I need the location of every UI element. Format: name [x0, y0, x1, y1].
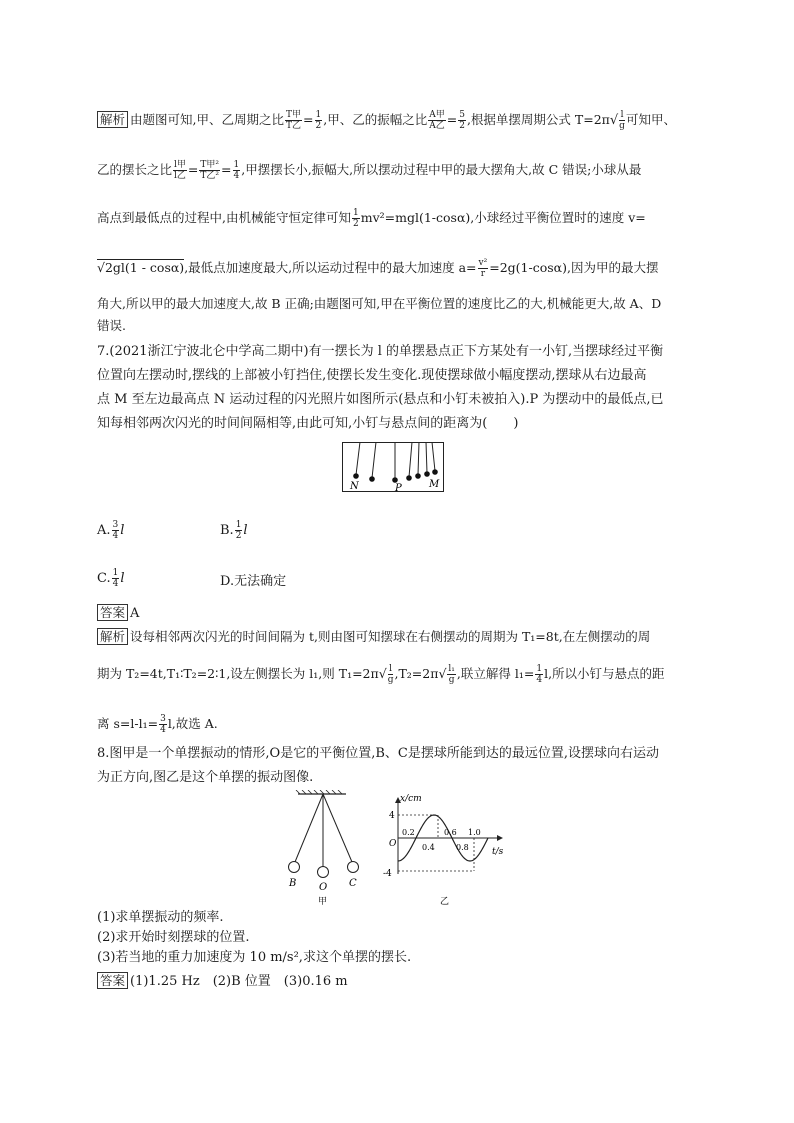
q8-sub-2: (2)求开始时刻摆球的位置.: [97, 930, 250, 945]
t-tick-0.2: 0.2: [402, 828, 415, 837]
q8-answer: 答案 (1)1.25 Hz (2)B 位置 (3)0.16 m: [97, 972, 348, 990]
q7-analysis-2: 期为 T₂=4t,T₁∶T₂=2∶1,设左侧摆长为 l₁,则 T₁=2π√ $\frac{l}{g}$ ,T₂=2π√ $\frac{\text{l₁}}{g}$ ,联立解得 l₁= $\frac{1}{4}$ l,所以小钉与悬点的距: [97, 664, 665, 685]
q7-line-4: 知每相邻两次闪光的时间间隔相等,由此可知,小钉与悬点间的距离为( ): [97, 416, 519, 431]
y-tick-4: 4: [389, 811, 395, 821]
analysis-line-4: √2gl(1 - cosα),最低点加速度最大,所以运动过程中的最大加速度 a= $\frac{\text{v²}}{r}$ =2g(1-cosα),因为甲的最大摆: [97, 258, 659, 279]
vibration-graph-yi: [380, 790, 510, 910]
label-m: M: [429, 479, 440, 490]
analysis-line-5: 角大,所以甲的最大加速度大,故 B 正确;由题图可知,甲在平衡位置的速度比乙的大,机械能更大,故 A、D: [97, 296, 662, 311]
analysis-tag: 解析: [97, 111, 128, 128]
analysis-line-3: 高点到最低点的过程中,由机械能守恒定律可知 $\frac{1}{2}$ mv²=mgl(1-cosα),小球经过平衡位置时的速度 v=: [97, 208, 646, 229]
y-label: x/cm: [400, 794, 422, 804]
period-ratio: $\frac{\text{T甲}}{\text{T乙}}$: [286, 110, 302, 131]
x-label: t/s: [492, 847, 504, 857]
pendulum-diagram-jia: [276, 790, 372, 906]
option-c[interactable]: C. $\frac{1}{4}$ l: [97, 568, 125, 589]
pendulum-strings: [356, 442, 435, 479]
caption-yi: 乙: [440, 897, 450, 907]
q7-analysis-3: 离 s=l-l₁= $\frac{3}{4}$ l,故选 A.: [97, 714, 218, 735]
origin-label: O: [389, 839, 397, 849]
label-p: P: [395, 483, 402, 492]
analysis-line-6: 错误.: [97, 318, 126, 333]
label-c: C: [349, 878, 357, 889]
q8-line-2: 为正方向,图乙是这个单摆的振动图像.: [97, 770, 314, 785]
analysis-tag: 解析: [97, 628, 128, 645]
amplitude-ratio: $\frac{\text{A甲}}{\text{A乙}}$: [429, 110, 445, 131]
analysis-line-1: 解析 由题图可知,甲、乙周期之比 $\frac{\text{T甲}}{\text{T乙}}$ = $\frac{1}{2}$ ,甲、乙的振幅之比 $\frac{\text{A甲}}{\text{A乙}}$ = $\frac{5}{2}$ ,根据单摆周期公式 T=2π√ $\frac{l}{g}$ 可知甲、: [97, 110, 676, 131]
q7-answer: 答案 A: [97, 604, 139, 622]
y-tick-neg4: -4: [383, 869, 392, 879]
caption-jia: 甲: [318, 897, 328, 906]
t-tick-1.0: 1.0: [468, 828, 481, 837]
label-b: B: [289, 878, 297, 889]
flash-photo-figure: [342, 442, 444, 492]
option-b[interactable]: B. $\frac{1}{2}$ l: [220, 520, 248, 541]
q8-sub-3: (3)若当地的重力加速度为 10 m/s²,求这个单摆的摆长.: [97, 950, 412, 965]
t-tick-0.4: 0.4: [422, 843, 435, 852]
answer-tag: 答案: [97, 604, 128, 621]
t-tick-0.6: 0.6: [444, 828, 457, 837]
label-o: O: [319, 882, 328, 893]
q7-line-2: 位置向左摆动时,摆线的上部被小钉挡住,使摆长发生变化.现使摆球做小幅度摆动,摆球从右边最高: [97, 368, 647, 383]
q8-sub-1: (1)求单摆振动的频率.: [97, 910, 224, 925]
option-a[interactable]: A. $\frac{3}{4}$ l: [97, 520, 125, 541]
q7-analysis-1: 解析 设每相邻两次闪光的时间间隔为 t,则由图可知摆球在右侧摆动的周期为 T₁=8t,在左侧摆动的周: [97, 628, 650, 645]
label-n: N: [350, 481, 359, 492]
answer-tag: 答案: [97, 972, 128, 989]
option-d[interactable]: D.无法确定: [220, 574, 287, 589]
pendulum-strings: [295, 794, 352, 867]
t-tick-0.8: 0.8: [456, 843, 469, 852]
q8-line-1: 8.图甲是一个单摆振动的情形,O是它的平衡位置,B、C是摆球所能到达的最远位置,设摆球向右运动: [97, 746, 659, 761]
q7-line-3: 点 M 至左边最高点 N 运动过程的闪光照片如图所示(悬点和小钉未被拍入).P 为摆动中的最低点,已: [97, 392, 664, 407]
q7-line-1: 7.(2021浙江宁波北仑中学高二期中)有一摆长为 l 的单摆悬点正下方某处有一小钉,当摆球经过平衡: [97, 344, 664, 359]
analysis-line-2: 乙的摆长之比 $\frac{\text{l甲}}{\text{l乙}}$ = $\frac{\text{T甲²}}{\text{T乙²}}$ = $\frac{1}{4}$ ,甲摆摆长小,振幅大,所以摆动过程中甲的最大摆角大,故 C 错误;小球从最: [97, 160, 642, 181]
